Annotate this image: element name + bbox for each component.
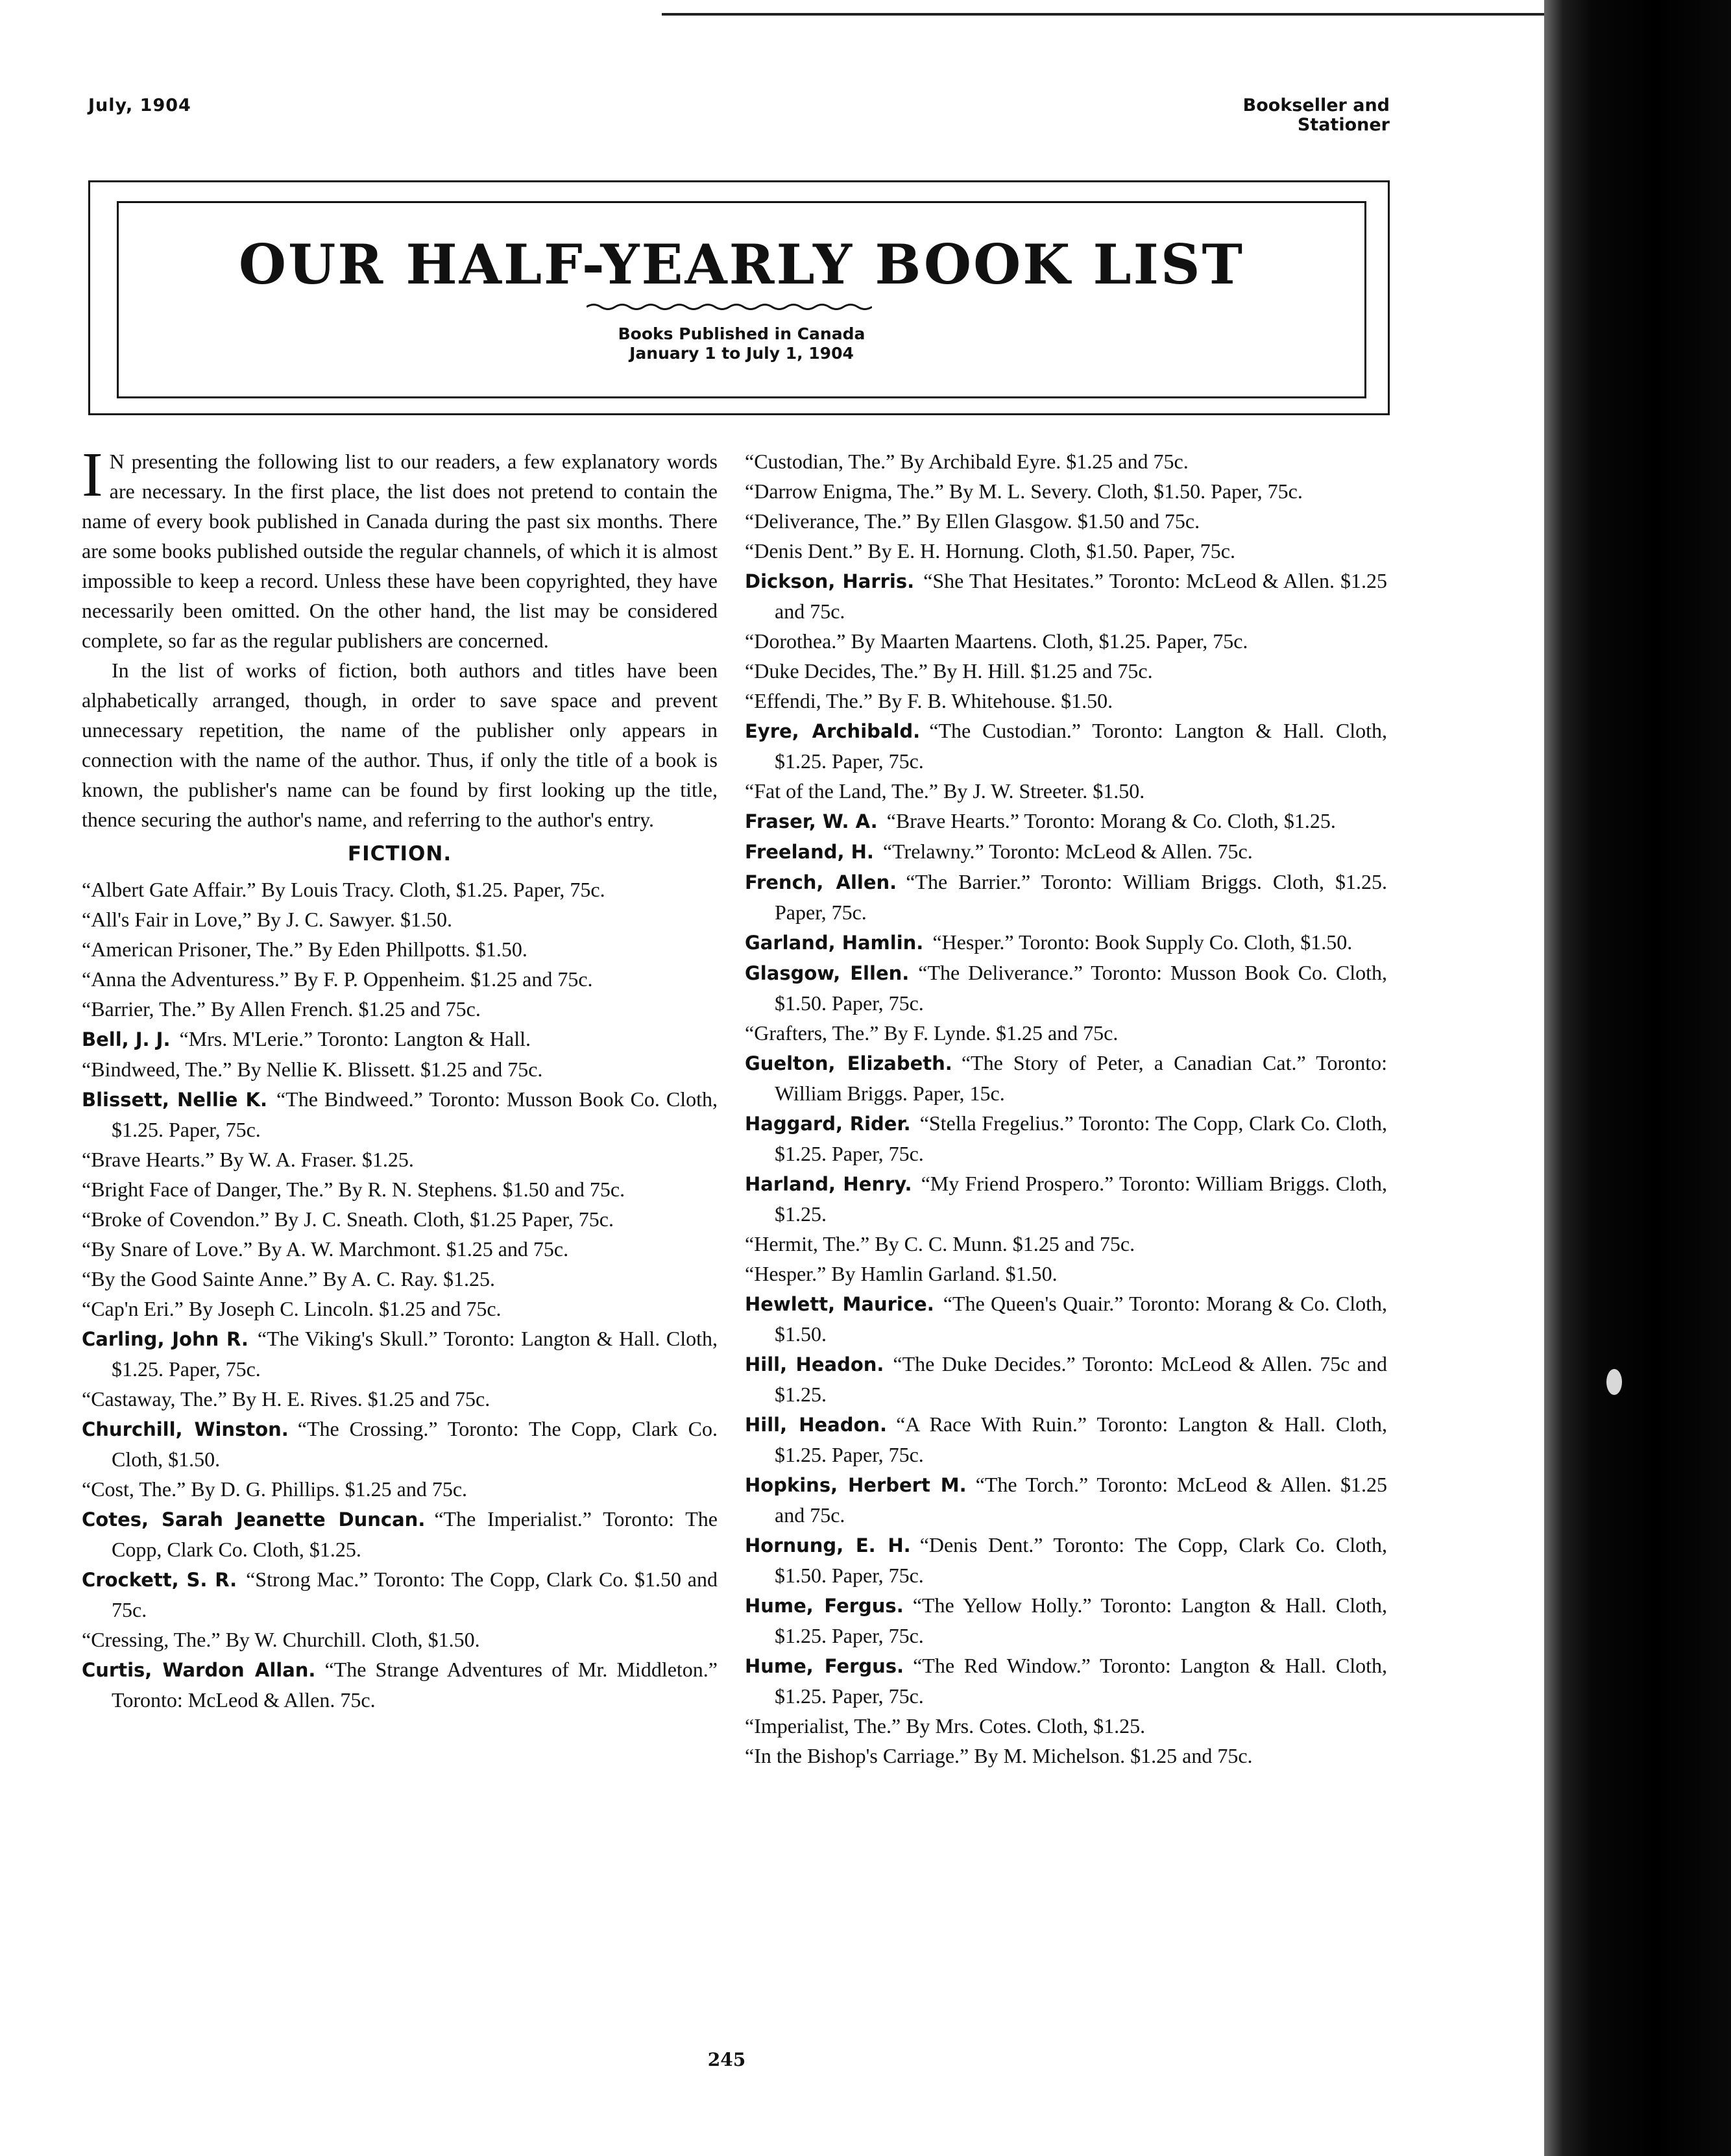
entry-text: “The Deliverance.” Toronto: Musson Book Co. Cloth, $1.50. Paper, 75c. — [775, 961, 1388, 1015]
entry-text: “Strong Mac.” Toronto: The Copp, Clark Co. $1.50 and 75c. — [112, 1568, 718, 1621]
book-entry — [745, 506, 1387, 536]
entry-author: Glasgow, Ellen. — [745, 962, 910, 984]
entry-text: “The Strange Adventures of Mr. Middleton.” Toronto: McLeod & Allen. 75c. — [112, 1658, 718, 1712]
intro-paragraph — [82, 440, 718, 655]
entry-text: “The Duke Decides.” Toronto: McLeod & Allen. 75c and $1.25. — [775, 1352, 1388, 1406]
entry-author: Dickson, Harris. — [745, 570, 915, 592]
intro-paragraph: In the list of works of fiction, both authors and titles have been alphabetically arranged, though, in order to save space and prevent unnecessary repetition, the name of the publisher only appears in connection with the name of the author. Thus, if only the title of a book is known, the publisher's name can be found by first looking up the title, thence securing the author's name, and referring to the author's entry. — [82, 659, 718, 831]
entry-text: “Bright Face of Danger, The.” By R. N. Stephens. $1.50 and 75c. — [82, 1178, 625, 1201]
title-box-inner — [117, 201, 1366, 398]
book-entry — [82, 994, 718, 1024]
book-entry — [82, 1174, 718, 1204]
book-entry — [82, 875, 718, 904]
book-entry — [82, 1084, 718, 1145]
book-entry — [745, 867, 1387, 927]
entry-author: Crockett, S. R. — [82, 1569, 237, 1591]
book-entry — [82, 904, 718, 934]
entry-text: “The Imperialist.” Toronto: The Copp, Clark Co. Cloth, $1.25. — [112, 1507, 718, 1561]
book-entry — [745, 1259, 1387, 1289]
publication-name: Bookseller and Stationer — [1242, 95, 1390, 135]
entry-text: “Grafters, The.” By F. Lynde. $1.25 and 75c. — [745, 1021, 1119, 1045]
drop-cap: I — [82, 440, 103, 510]
entry-text: “Castaway, The.” By H. E. Rives. $1.25 and 75c. — [82, 1387, 490, 1411]
entry-text: “American Prisoner, The.” By Eden Phillpotts. $1.50. — [82, 938, 527, 961]
book-entry — [745, 1711, 1387, 1741]
book-entry — [82, 1024, 718, 1054]
book-entry — [82, 1145, 718, 1174]
book-entry — [745, 1530, 1387, 1590]
entry-text: “Cressing, The.” By W. Churchill. Cloth, $1.50. — [82, 1628, 480, 1651]
entry-author: Hill, Headon. — [745, 1414, 888, 1436]
entry-text: “Dorothea.” By Maarten Maartens. Cloth, $1.25. Paper, 75c. — [745, 629, 1248, 653]
book-entry — [82, 1384, 718, 1414]
entry-author: Harland, Henry. — [745, 1173, 912, 1195]
entry-text: “Effendi, The.” By F. B. Whitehouse. $1.50. — [745, 689, 1113, 712]
book-entry — [82, 1654, 718, 1715]
book-entry — [745, 686, 1387, 716]
book-entry — [745, 656, 1387, 686]
book-entry — [745, 1018, 1387, 1048]
entry-author: Freeland, H. — [745, 841, 874, 863]
book-entry — [745, 927, 1387, 958]
book-entry — [745, 1409, 1387, 1470]
entry-text: “Brave Hearts.” By W. A. Fraser. $1.25. — [82, 1148, 414, 1171]
entry-text: “The Torch.” Toronto: McLeod & Allen. $1.25 and 75c. — [775, 1473, 1387, 1527]
entry-author: Carling, John R. — [82, 1328, 248, 1350]
book-entry — [745, 776, 1387, 806]
entry-text: “Cost, The.” By D. G. Phillips. $1.25 and 75c. — [82, 1477, 468, 1501]
entry-text: “In the Bishop's Carriage.” By M. Michelson. $1.25 and 75c. — [745, 1744, 1253, 1767]
entry-text: “Anna the Adventuress.” By F. P. Oppenheim. $1.25 and 75c. — [82, 967, 593, 991]
book-entry — [745, 1651, 1387, 1711]
right-column — [745, 446, 1387, 1771]
entry-text: “Mrs. M'Lerie.” Toronto: Langton & Hall. — [179, 1027, 531, 1050]
entry-text: “My Friend Prospero.” Toronto: William Briggs. Cloth, $1.25. — [775, 1172, 1387, 1226]
entry-text: “Duke Decides, The.” By H. Hill. $1.25 and 75c. — [745, 659, 1153, 683]
book-entry — [745, 836, 1387, 867]
book-entry — [745, 1289, 1387, 1349]
entry-text: “Darrow Enigma, The.” By M. L. Severy. Cloth, $1.50. Paper, 75c. — [745, 479, 1303, 503]
book-entry — [82, 1625, 718, 1654]
entry-text: “Broke of Covendon.” By J. C. Sneath. Cloth, $1.25 Paper, 75c. — [82, 1207, 614, 1231]
entry-text: “The Barrier.” Toronto: William Briggs. Cloth, $1.25. Paper, 75c. — [775, 870, 1387, 924]
book-entry — [745, 536, 1387, 566]
entry-text: “The Queen's Quair.” Toronto: Morang & Co. Cloth, $1.50. — [775, 1292, 1387, 1346]
entry-text: “Barrier, The.” By Allen French. $1.25 and 75c. — [82, 997, 481, 1021]
entry-text: “Fat of the Land, The.” By J. W. Streeter. $1.50. — [745, 779, 1145, 803]
entry-text: “Stella Fregelius.” Toronto: The Copp, Clark Co. Cloth, $1.25. Paper, 75c. — [775, 1111, 1387, 1165]
book-entry — [82, 1564, 718, 1625]
book-entry — [745, 1590, 1387, 1651]
entry-author: Hill, Headon. — [745, 1353, 884, 1375]
entry-text: “Denis Dent.” Toronto: The Copp, Clark Co. Cloth, $1.50. Paper, 75c. — [775, 1533, 1388, 1587]
entry-text: “The Red Window.” Toronto: Langton & Hall. Cloth, $1.25. Paper, 75c. — [775, 1654, 1388, 1708]
book-entry — [82, 1294, 718, 1324]
book-entry — [745, 1108, 1387, 1169]
entry-text: “Custodian, The.” By Archibald Eyre. $1.25 and 75c. — [745, 450, 1189, 473]
subtitle-line: Books Published in Canada — [618, 324, 866, 343]
book-entry — [82, 1234, 718, 1264]
entry-text: “Imperialist, The.” By Mrs. Cotes. Cloth, $1.25. — [745, 1714, 1146, 1738]
entry-text: “The Bindweed.” Toronto: Musson Book Co. Cloth, $1.25. Paper, 75c. — [112, 1087, 718, 1141]
entry-author: Garland, Hamlin. — [745, 932, 924, 954]
entry-text: “Bindweed, The.” By Nellie K. Blissett. $1.25 and 75c. — [82, 1058, 543, 1081]
entry-text: “Trelawny.” Toronto: McLeod & Allen. 75c. — [882, 840, 1253, 863]
entry-author: Curtis, Wardon Allan. — [82, 1659, 316, 1681]
entry-text: “All's Fair in Love,” By J. C. Sawyer. $1.50. — [82, 908, 453, 931]
entry-author: Blissett, Nellie K. — [82, 1089, 267, 1111]
entry-text: “Denis Dent.” By E. H. Hornung. Cloth, $1.50. Paper, 75c. — [745, 539, 1235, 563]
book-entry — [745, 1470, 1387, 1530]
entry-text: “The Viking's Skull.” Toronto: Langton & Hall. Cloth, $1.25. Paper, 75c. — [112, 1327, 718, 1381]
entry-text: “By Snare of Love.” By A. W. Marchmont. $1.25 and 75c. — [82, 1237, 569, 1261]
page-number: 245 — [707, 2049, 746, 2070]
entry-text: “The Yellow Holly.” Toronto: Langton & Hall. Cloth, $1.25. Paper, 75c. — [775, 1593, 1388, 1647]
book-entry — [745, 1229, 1387, 1259]
book-entry — [745, 566, 1387, 626]
book-entry — [745, 1048, 1387, 1108]
entry-author: Hornung, E. H. — [745, 1534, 911, 1556]
book-entry — [82, 964, 718, 994]
binding-speck — [1606, 1369, 1622, 1395]
book-binding-edge — [1544, 0, 1731, 2156]
entry-author: Cotes, Sarah Jeanette Duncan. — [82, 1508, 426, 1531]
book-entry — [82, 1054, 718, 1084]
book-entry — [82, 934, 718, 964]
entry-author: Hopkins, Herbert M. — [745, 1474, 967, 1496]
page-title: OUR HALF-YEARLY BOOK LIST — [238, 232, 1245, 297]
top-rule — [662, 13, 1544, 16]
entry-text: “The Story of Peter, a Canadian Cat.” Toronto: William Briggs. Paper, 15c. — [775, 1051, 1387, 1105]
book-entry — [745, 1741, 1387, 1771]
title-subtitle — [117, 324, 1366, 363]
book-entry — [82, 1324, 718, 1384]
title-ornament — [587, 302, 872, 311]
right-entry-list — [745, 446, 1387, 1771]
book-entry — [82, 1414, 718, 1474]
subtitle-line: January 1 to July 1, 1904 — [629, 344, 854, 363]
left-column — [82, 440, 718, 1715]
entry-author: Hume, Fergus. — [745, 1595, 904, 1617]
book-entry — [745, 806, 1387, 836]
intro-paragraph-text: N presenting the following list to our readers, a few explanatory words are necessary. In the first place, the list does not pretend to contain the name of every book published in Canada during the past six months. There are some books published outside the regular channels, of which it is almost impossible to keep a record. Unless these have been copyrighted, they have necessarily been omitted. On the other hand, the list may be considered complete, so far as the regular publishers are concerned. — [82, 450, 718, 652]
entry-text: “The Crossing.” Toronto: The Copp, Clark Co. Cloth, $1.50. — [112, 1417, 718, 1471]
book-entry — [82, 1504, 718, 1564]
book-entry — [745, 958, 1387, 1018]
book-entry — [82, 1264, 718, 1294]
entry-text: “Brave Hearts.” Toronto: Morang & Co. Cloth, $1.25. — [886, 809, 1336, 832]
entry-text: “By the Good Sainte Anne.” By A. C. Ray. $1.25. — [82, 1267, 495, 1290]
book-entry — [82, 1204, 718, 1234]
entry-author: Hewlett, Maurice. — [745, 1293, 934, 1315]
book-entry — [745, 626, 1387, 656]
entry-author: Eyre, Archibald. — [745, 720, 921, 742]
entry-author: Hume, Fergus. — [745, 1655, 904, 1677]
entry-author: Fraser, W. A. — [745, 810, 878, 832]
entry-text: “Cap'n Eri.” By Joseph C. Lincoln. $1.25 and 75c. — [82, 1297, 502, 1320]
entry-text: “Hermit, The.” By C. C. Munn. $1.25 and 75c. — [745, 1232, 1135, 1255]
entry-text: “Hesper.” By Hamlin Garland. $1.50. — [745, 1262, 1058, 1285]
entry-text: “The Custodian.” Toronto: Langton & Hall. Cloth, $1.25. Paper, 75c. — [775, 719, 1387, 773]
book-entry — [745, 1349, 1387, 1409]
entry-author: Haggard, Rider. — [745, 1113, 911, 1135]
entry-text: “A Race With Ruin.” Toronto: Langton & Hall. Cloth, $1.25. Paper, 75c. — [775, 1412, 1388, 1466]
entry-author: Churchill, Winston. — [82, 1418, 289, 1440]
book-entry — [745, 716, 1387, 776]
entry-text: “She That Hesitates.” Toronto: McLeod & Allen. $1.25 and 75c. — [775, 569, 1388, 623]
entry-author: French, Allen. — [745, 871, 897, 893]
entry-author: Guelton, Elizabeth. — [745, 1052, 952, 1074]
book-entry — [745, 476, 1387, 506]
book-entry — [745, 446, 1387, 476]
entry-text: “Deliverance, The.” By Ellen Glasgow. $1.50 and 75c. — [745, 509, 1200, 533]
issue-date: July, 1904 — [88, 95, 191, 115]
section-heading: FICTION. — [347, 842, 452, 866]
entry-text: “Hesper.” Toronto: Book Supply Co. Cloth, $1.50. — [932, 930, 1353, 954]
entry-author: Bell, J. J. — [82, 1028, 171, 1050]
book-entry — [82, 1474, 718, 1504]
left-entry-list — [82, 875, 718, 1715]
entry-text: “Albert Gate Affair.” By Louis Tracy. Cloth, $1.25. Paper, 75c. — [82, 878, 605, 901]
book-entry — [745, 1169, 1387, 1229]
